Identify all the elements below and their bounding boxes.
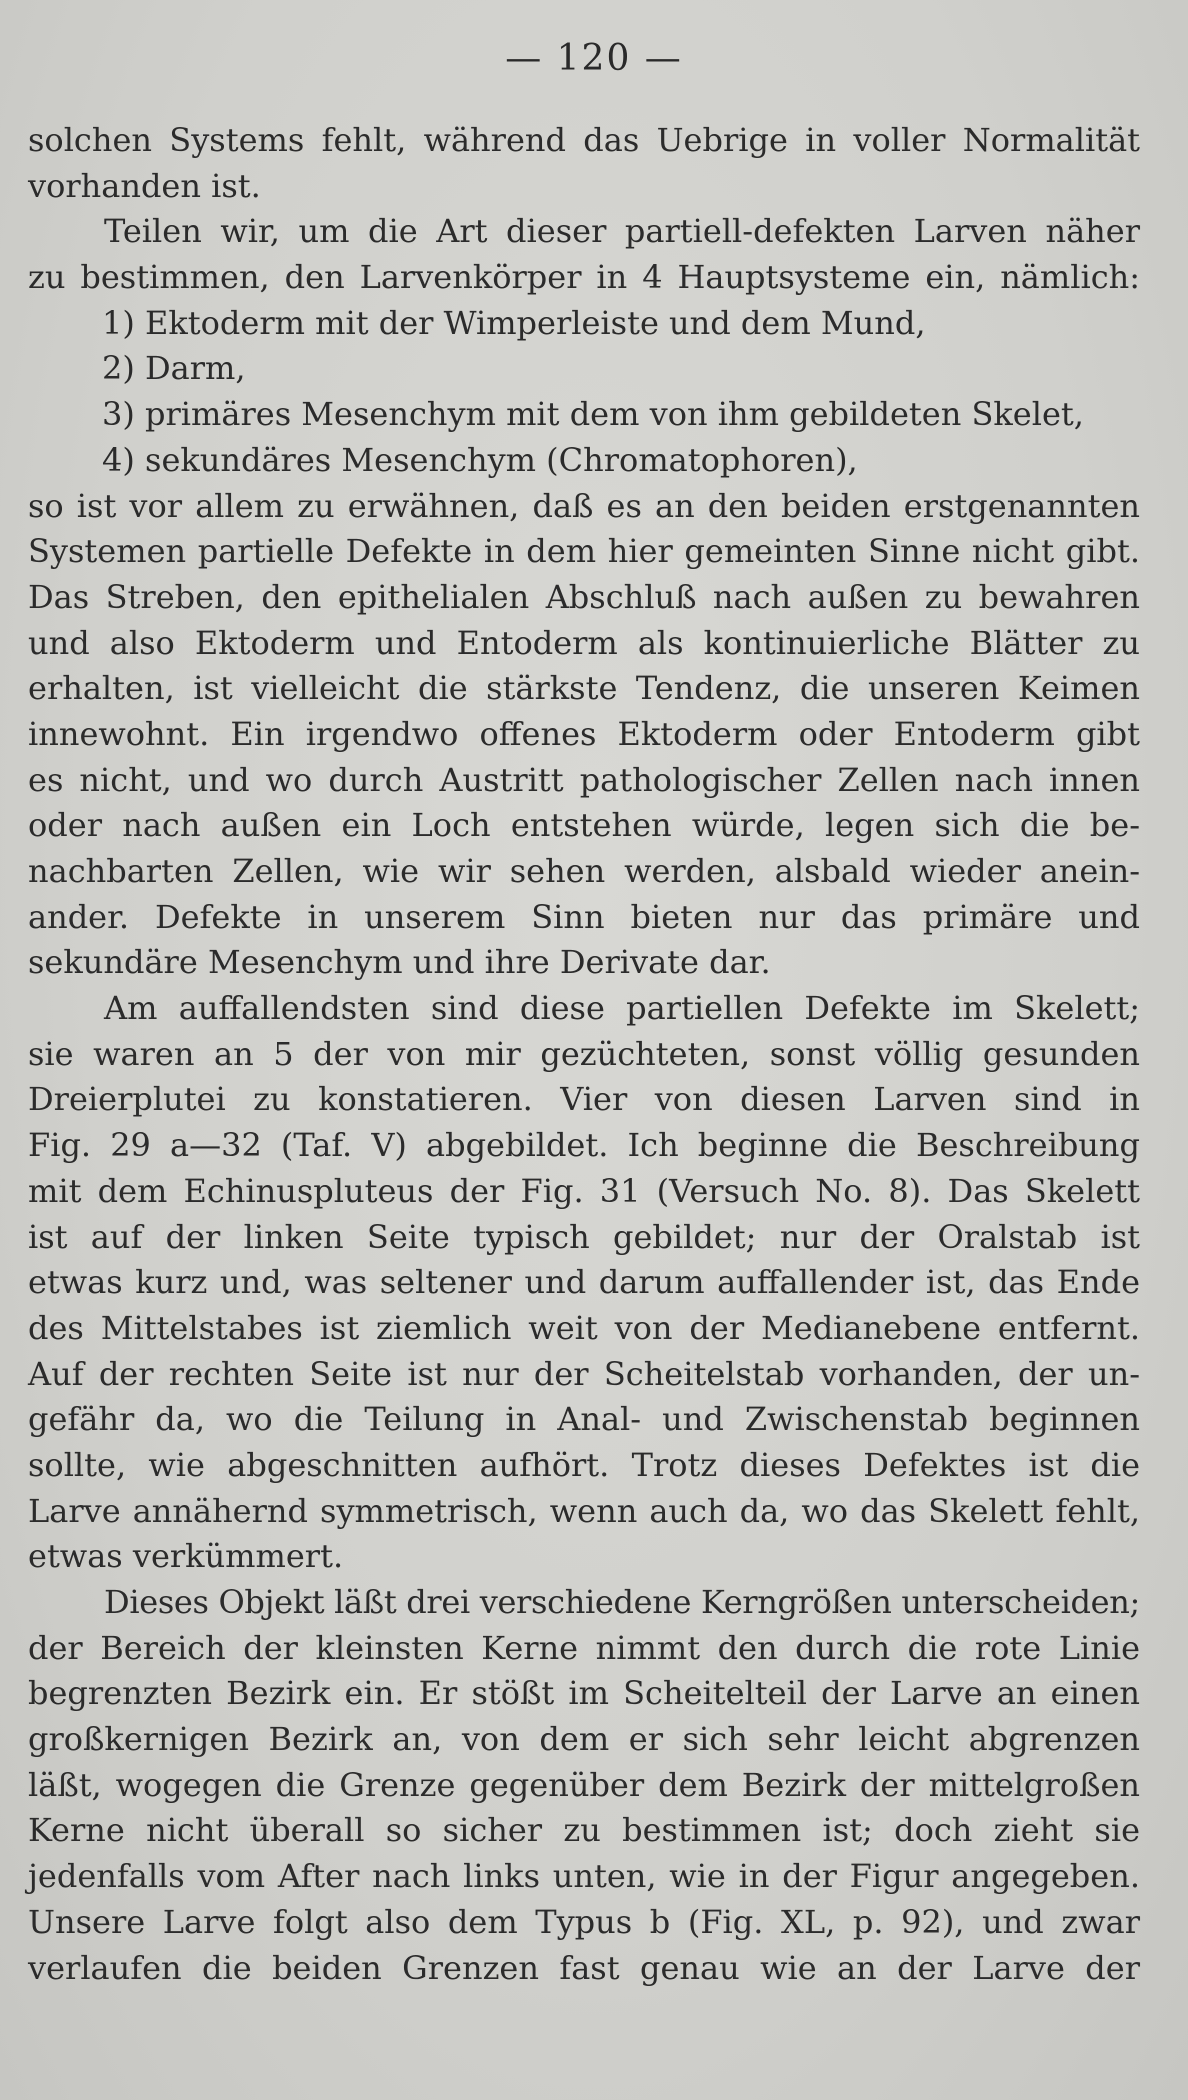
text-line: etwas kurz und, was seltener und darum auffallender ist, das Ende — [28, 1263, 1140, 1302]
text-line: Am auffallendsten sind diese partiellen Defekte im Skelett; — [104, 989, 1140, 1028]
text-line: begrenzten Bezirk ein. Er stößt im Scheitelteil der Larve an einen — [28, 1674, 1140, 1713]
text-line: sie waren an 5 der von mir gezüchteten, sonst völlig gesunden — [28, 1034, 1140, 1073]
text-line: Dieses Objekt läßt drei verschiedene Kerngrößen unterscheiden; — [104, 1583, 1141, 1621]
text-line: Dreierplutei zu konstatieren. Vier von diesen Larven sind in — [28, 1080, 1140, 1119]
text-line: 2) Darm, — [102, 349, 246, 388]
text-line: Unsere Larve folgt also dem Typus b (Fig. XL, p. 92), und zwar — [28, 1902, 1140, 1941]
text-line: vorhanden ist. — [28, 166, 261, 205]
page-number: — 120 — — [505, 38, 683, 79]
text-line: Kerne nicht überall so sicher zu bestimmen ist; doch zieht sie — [28, 1811, 1140, 1850]
text-line: der Bereich der kleinsten Kerne nimmt den durch die rote Linie — [28, 1628, 1140, 1667]
text-line: verlaufen die beiden Grenzen fast genau wie an der Larve der — [28, 1948, 1140, 1987]
text-line: Auf der rechten Seite ist nur der Scheitelstab vorhanden, der un- — [28, 1354, 1140, 1393]
text-line: ander. Defekte in unserem Sinn bieten nur das primäre und — [28, 897, 1140, 936]
text-line: solchen Systems fehlt, während das Uebrige in voller Normalität — [28, 121, 1140, 159]
text-line: jedenfalls vom After nach links unten, wie in der Figur angegeben. — [28, 1857, 1140, 1896]
text-line: so ist vor allem zu erwähnen, daß es an den beiden erstgenannten — [28, 486, 1140, 525]
text-line: Fig. 29 a—32 (Taf. V) abgebildet. Ich beginne die Beschreibung — [28, 1126, 1140, 1165]
text-line: zu bestimmen, den Larvenkörper in 4 Hauptsysteme ein, nämlich: — [28, 258, 1140, 297]
text-line: 3) primäres Mesenchym mit dem von ihm gebildeten Skelet, — [102, 395, 1084, 434]
text-line: Das Streben, den epithelialen Abschluß nach außen zu bewahren — [28, 577, 1140, 616]
text-line: 4) sekundäres Mesenchym (Chromatophoren), — [102, 440, 858, 479]
text-line: gefähr da, wo die Teilung in Anal- und Zwischenstab beginnen — [28, 1400, 1140, 1439]
text-line: mit dem Echinuspluteus der Fig. 31 (Versuch No. 8). Das Skelett — [28, 1171, 1140, 1210]
text-line: Systemen partielle Defekte in dem hier gemeinten Sinne nicht gibt. — [28, 532, 1140, 571]
text-line: nachbarten Zellen, wie wir sehen werden, alsbald wieder anein- — [28, 852, 1140, 890]
text-line: erhalten, ist vielleicht die stärkste Tendenz, die unseren Keimen — [28, 669, 1140, 708]
text-line: des Mittelstabes ist ziemlich weit von der Medianebene entfernt. — [28, 1308, 1140, 1347]
text-line: ist auf der linken Seite typisch gebildet; nur der Oralstab ist — [28, 1217, 1140, 1256]
text-line: oder nach außen ein Loch entstehen würde, legen sich die be- — [28, 806, 1140, 845]
text-line: und also Ektoderm und Entoderm als kontinuierliche Blätter zu — [28, 623, 1140, 662]
text-line: sekundäre Mesenchym und ihre Derivate dar. — [28, 943, 771, 982]
text-line: es nicht, und wo durch Austritt pathologischer Zellen nach innen — [28, 760, 1140, 799]
body-text — [28, 118, 1140, 1991]
text-line: Larve annähernd symmetrisch, wenn auch da, wo das Skelett fehlt, — [28, 1491, 1140, 1530]
text-line: innewohnt. Ein irgendwo offenes Ektoderm oder Entoderm gibt — [28, 714, 1140, 753]
text-line: sollte, wie abgeschnitten aufhört. Trotz dieses Defektes ist die — [28, 1445, 1140, 1484]
text-line: 1) Ektoderm mit der Wimperleiste und dem Mund, — [102, 303, 926, 342]
text-line: großkernigen Bezirk an, von dem er sich sehr leicht abgrenzen — [28, 1720, 1140, 1759]
text-line: etwas verkümmert. — [28, 1537, 344, 1576]
text-line: Teilen wir, um die Art dieser partiell-defekten Larven näher — [104, 212, 1140, 251]
text-line: läßt, wogegen die Grenze gegenüber dem Bezirk der mittelgroßen — [28, 1765, 1140, 1804]
